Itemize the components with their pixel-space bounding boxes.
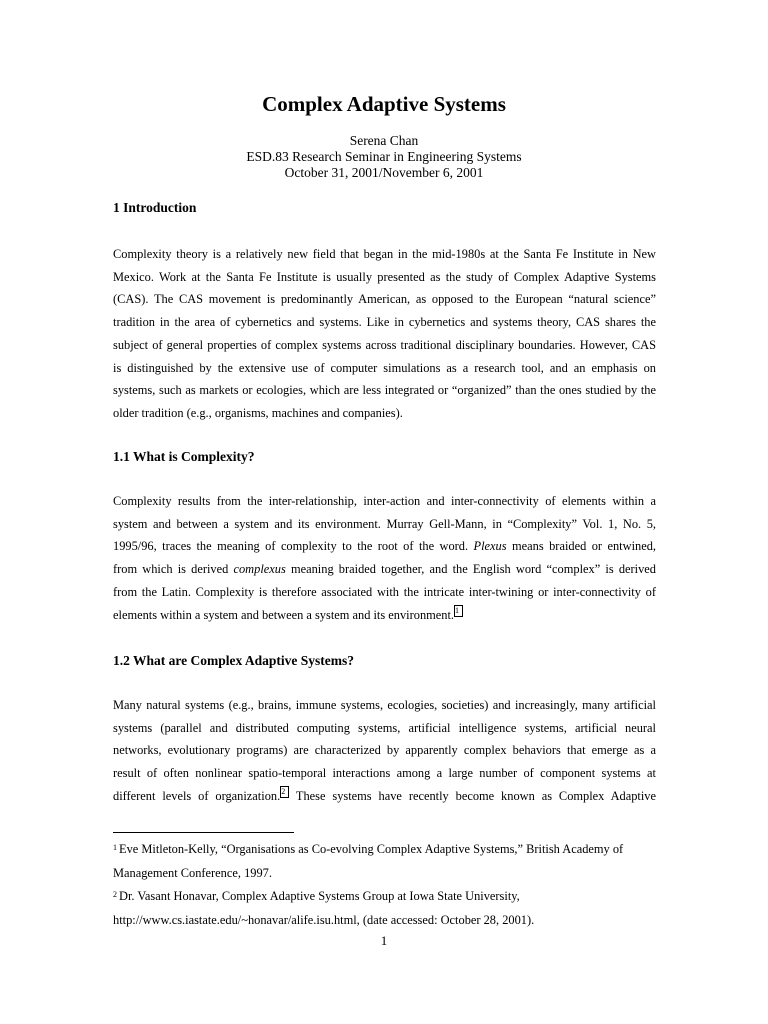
text-run: from which is derived [113,562,234,577]
footnote-1 [113,838,673,862]
paragraph-line: Mexico. Work at the Santa Fe Institute is usually presented as the study of Complex Adaptive Systems [113,269,656,284]
paragraph-line: from the Latin. Complexity is therefore associated with the intricate inter-twining or inter-connectivity of [113,584,656,599]
paragraph-line: systems (parallel and distributed computing systems, artificial intelligence systems, artificial neural [113,720,656,735]
paragraph-line: system and between a system and its environment. Murray Gell-Mann, in “Complexity” Vol. 1, No. 5, [113,516,656,531]
footnote-separator [113,832,294,833]
paragraph-line: networks, evolutionary programs) are characterized by apparently complex behaviors that emerge as a [113,743,656,758]
cas-paragraph [113,694,656,808]
text-run: elements within a system and between a system and its environment. [113,607,455,622]
footnote-reference-1[interactable]: 1 [454,605,463,617]
section-heading-complexity: 1.1 What is Complexity? [113,449,255,464]
paragraph-line: Complexity results from the inter-relationship, inter-action and inter-connectivity of elements within a [113,494,656,508]
paragraph-line: Complexity theory is a relatively new field that began in the mid-1980s at the Santa Fe Institute in New [113,247,656,261]
paragraph-line: tradition in the area of cybernetics and systems. Like in cybernetics and systems theory, CAS shares the [113,315,656,330]
section-heading-introduction: 1 Introduction [113,200,197,215]
page-number: 1 [380,933,388,948]
paper-byline [0,133,768,181]
footnote-number: 2 [113,890,117,899]
paragraph-line [113,558,656,581]
paragraph-line [113,535,656,558]
text-run: means braided or entwined, [506,539,656,554]
paragraph-line: older tradition (e.g., organisms, machines and companies). [113,405,403,420]
author-name: Serena Chan [349,133,419,148]
paragraph-line: result of often nonlinear spatio-temporal interactions among a large number of component systems at [113,766,656,781]
footnote-text: Eve Mitleton-Kelly, “Organisations as Co-evolving Complex Adaptive Systems,” British Academy of [119,842,624,856]
introduction-paragraph [113,243,656,425]
footnote-2 [113,885,673,909]
paper-title: Complex Adaptive Systems [262,92,506,116]
footnote-number: 1 [113,843,117,852]
paragraph-line: (CAS). The CAS movement is predominantly American, as opposed to the European “natural science” [113,292,656,307]
paragraph-line [113,785,656,808]
paragraph-line [113,604,656,627]
paragraph-line: Many natural systems (e.g., brains, immune systems, ecologies, societies) and increasingly, many artificial [113,698,656,712]
text-run: different levels of organization. [113,788,281,803]
paragraph-line: subject of general properties of complex systems across traditional disciplinary boundaries. However, CAS [113,337,656,352]
footnote-text: Dr. Vasant Honavar, Complex Adaptive Systems Group at Iowa State University, [119,889,520,903]
paragraph-line: is distinguished by the extensive use of computer simulations as a research tool, and an emphasis on [113,360,656,375]
text-run: These systems have recently become known as Complex Adaptive [289,788,657,803]
footnote-1-continued: Management Conference, 1997. [113,865,272,880]
paper-dates: October 31, 2001/November 6, 2001 [284,165,484,180]
course-name: ESD.83 Research Seminar in Engineering Systems [246,149,522,164]
latin-term-complexus: complexus [233,562,286,577]
text-run: 1995/96, traces the meaning of complexity to the root of the word. [113,539,474,554]
footnotes [113,838,673,932]
footnote-2-url[interactable]: http://www.cs.iastate.edu/~honavar/alife.isu.html, (date accessed: October 28, 2001). [113,912,535,927]
text-run: meaning braided together, and the English word “complex” is derived [285,562,656,577]
complexity-paragraph [113,490,656,626]
paragraph-line: systems, such as markets or ecologies, which are less integrated or “organized” than the ones studied by the [113,383,656,398]
latin-term-plexus: Plexus [473,539,507,554]
footnote-reference-2[interactable]: 2 [280,786,289,798]
section-heading-complex-adaptive-systems: 1.2 What are Complex Adaptive Systems? [113,653,355,668]
